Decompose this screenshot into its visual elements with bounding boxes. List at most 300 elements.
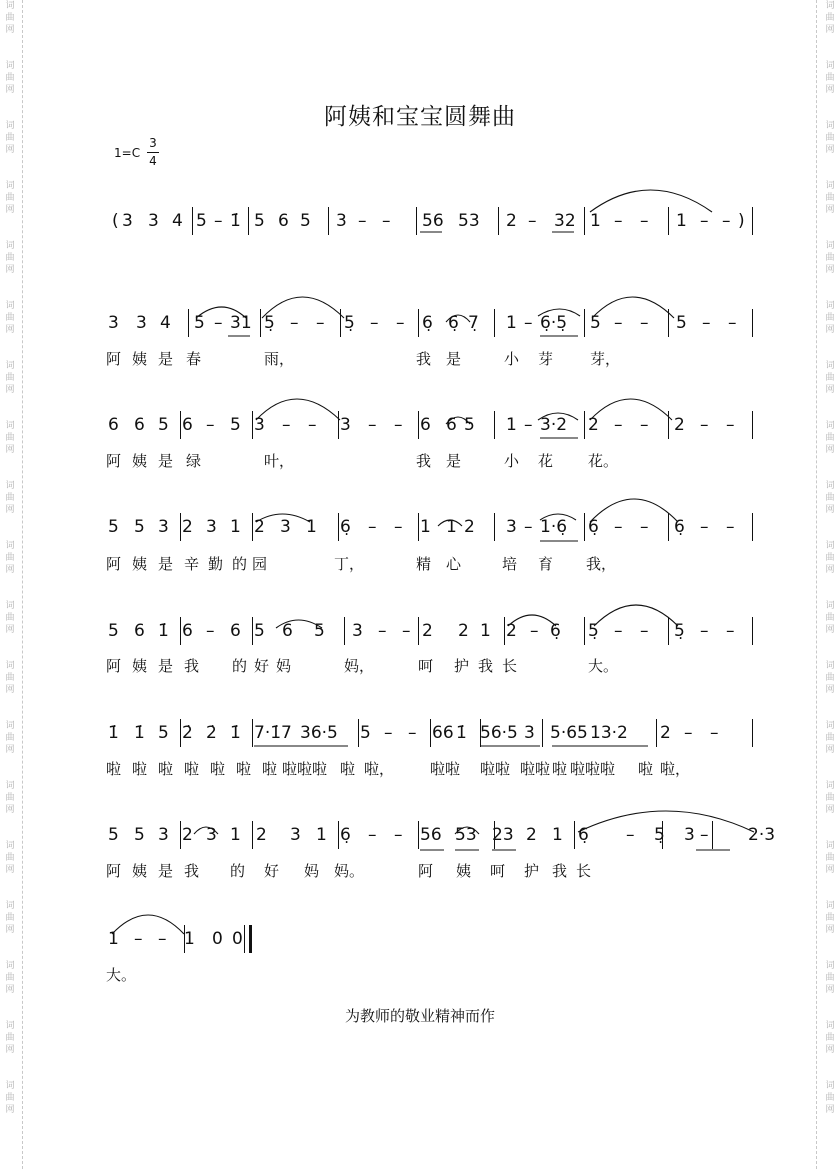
lyric-syllable: 妈， (344, 657, 375, 675)
note: 6̣ (674, 517, 685, 537)
notation-row (0, 722, 840, 758)
barline (252, 719, 253, 747)
note: 2̇ (206, 723, 217, 743)
note: 4 (160, 313, 171, 333)
barline (252, 411, 253, 439)
watermark-glyph: 曲 (5, 193, 15, 203)
watermark-glyph: 词 (5, 481, 15, 491)
lyric-syllable: 啦 (132, 760, 148, 778)
watermark-glyph: 曲 (825, 193, 835, 203)
watermark-glyph: 网 (825, 1105, 835, 1115)
lyric-syllable: 姨 (456, 862, 472, 880)
watermark-glyph: 曲 (5, 613, 15, 623)
watermark-glyph: 曲 (825, 133, 835, 143)
sustain-dash: – (640, 415, 649, 435)
barline (752, 411, 753, 439)
note: 3 (158, 517, 169, 537)
sustain-dash: – (394, 825, 403, 845)
lyric-syllable: 啦 (184, 760, 200, 778)
watermark-glyph: 网 (5, 925, 15, 935)
note: 1 (316, 825, 327, 845)
note: 6 (420, 415, 431, 435)
lyric-syllable: 姨 (132, 452, 148, 470)
watermark-glyph: 网 (825, 205, 835, 215)
note: 6 (282, 621, 293, 641)
lyric-syllable: 啦啦 (480, 760, 511, 778)
lyric-syllable: 花。 (588, 452, 619, 470)
lyric-syllable: 芽， (590, 350, 621, 368)
note: 56 (420, 825, 442, 845)
lyric-syllable: 育 (538, 555, 554, 573)
note: 3 (290, 825, 301, 845)
sustain-dash: – (614, 517, 623, 537)
note: 5 (590, 313, 601, 333)
note: 3 (280, 517, 291, 537)
sustain-dash: – (206, 621, 215, 641)
watermark-glyph: 网 (5, 985, 15, 995)
note: 6 (134, 415, 145, 435)
repeat-paren: ) (738, 211, 745, 231)
watermark-glyph: 词 (825, 121, 835, 131)
sustain-dash: – (700, 211, 709, 231)
note: 2 (506, 211, 517, 231)
watermark-glyph: 词 (825, 481, 835, 491)
barline (494, 309, 495, 337)
lyric-syllable: 妈 (304, 862, 320, 880)
barline (752, 207, 753, 235)
barline (752, 719, 753, 747)
barline (584, 207, 585, 235)
note: 5 (108, 825, 119, 845)
watermark-glyph: 网 (825, 505, 835, 515)
note: 32 (554, 211, 576, 231)
lyric-syllable: 雨， (264, 350, 295, 368)
watermark-glyph: 网 (5, 745, 15, 755)
lyric-syllable: 啦 (340, 760, 356, 778)
barline (752, 617, 753, 645)
watermark-glyph: 词 (825, 661, 835, 671)
watermark-glyph: 网 (5, 1105, 15, 1115)
lyric-syllable: 培 (502, 555, 518, 573)
note: 13·2 (590, 723, 628, 743)
barline (662, 821, 663, 849)
sustain-dash: – (528, 211, 537, 231)
sustain-dash: – (702, 313, 711, 333)
note: 3 (122, 211, 133, 231)
note: 31 (230, 313, 252, 333)
lyric-syllable: 啦啦啦 (282, 760, 328, 778)
lyric-syllable: 护 (524, 862, 540, 880)
sustain-dash: – (700, 415, 709, 435)
barline (574, 821, 575, 849)
watermark-glyph: 网 (5, 25, 15, 35)
lyric-syllable: 啦 (236, 760, 252, 778)
watermark-glyph: 曲 (5, 973, 15, 983)
sustain-dash: – (134, 929, 143, 949)
barline (192, 207, 193, 235)
watermark-glyph: 词 (5, 241, 15, 251)
watermark-glyph: 词 (825, 1, 835, 11)
note: 1̇ (134, 723, 145, 743)
lyric-syllable: 我， (586, 555, 617, 573)
watermark-glyph: 曲 (5, 553, 15, 563)
watermark-glyph: 网 (5, 505, 15, 515)
watermark-glyph: 曲 (5, 1093, 15, 1103)
lyrics-row (0, 350, 840, 374)
note: 5 (254, 621, 265, 641)
watermark-glyph: 网 (5, 385, 15, 395)
note: 6̣·5̣ (540, 313, 568, 333)
lyric-syllable: 姨 (132, 657, 148, 675)
watermark-glyph: 网 (825, 85, 835, 95)
watermark-glyph: 词 (825, 241, 835, 251)
sustain-dash: – (640, 313, 649, 333)
barline (252, 821, 253, 849)
watermark-glyph: 曲 (825, 673, 835, 683)
barline (584, 411, 585, 439)
note: 2 (182, 517, 193, 537)
watermark-glyph: 词 (825, 961, 835, 971)
note: 6 (108, 415, 119, 435)
watermark-glyph: 词 (5, 181, 15, 191)
watermark-glyph: 曲 (5, 1033, 15, 1043)
watermark-glyph: 曲 (825, 553, 835, 563)
note: 6 (134, 621, 145, 641)
watermark-glyph: 曲 (825, 373, 835, 383)
sustain-dash: – (368, 825, 377, 845)
note: 66 (432, 723, 454, 743)
sustain-dash: – (684, 723, 693, 743)
lyric-syllable: 园 (252, 555, 268, 573)
barline (418, 411, 419, 439)
sustain-dash: – (614, 313, 623, 333)
watermark-glyph: 词 (825, 781, 835, 791)
barline (338, 821, 339, 849)
lyric-syllable: 叶， (264, 452, 295, 470)
note: 1 (230, 517, 241, 537)
lyric-syllable: 啦 (638, 760, 654, 778)
sustain-dash: – (530, 621, 539, 641)
note: 6̣ (422, 313, 433, 333)
barline (252, 513, 253, 541)
final-barline (244, 925, 252, 953)
sustain-dash: – (726, 415, 735, 435)
sustain-dash: – (728, 313, 737, 333)
barline (340, 309, 341, 337)
watermark-glyph: 曲 (825, 13, 835, 23)
note: 5 (676, 313, 687, 333)
repeat-paren: ( (112, 211, 119, 231)
sustain-dash: – (524, 313, 533, 333)
watermark-glyph: 词 (825, 841, 835, 851)
watermark-glyph: 曲 (825, 493, 835, 503)
watermark-group (823, 0, 837, 60)
lyrics-row (0, 966, 840, 990)
watermark-glyph: 词 (5, 541, 15, 551)
watermark-glyph: 网 (825, 925, 835, 935)
watermark-glyph: 词 (825, 61, 835, 71)
sustain-dash: – (358, 211, 367, 231)
note: 5 (108, 517, 119, 537)
note: 1 (230, 825, 241, 845)
watermark-glyph: 词 (5, 961, 15, 971)
lyric-syllable: 是 (158, 657, 174, 675)
watermark-glyph: 词 (825, 541, 835, 551)
note: 2 (660, 723, 671, 743)
lyrics-row (0, 760, 840, 784)
lyric-syllable: 啦 (106, 760, 122, 778)
lyric-syllable: 啦 (158, 760, 174, 778)
watermark-glyph: 曲 (5, 853, 15, 863)
watermark-glyph: 词 (5, 361, 15, 371)
sustain-dash: – (316, 313, 325, 333)
note: 2 (588, 415, 599, 435)
note: 1 (590, 211, 601, 231)
watermark-glyph: 网 (825, 865, 835, 875)
note: 1̇ (108, 723, 119, 743)
barline (338, 411, 339, 439)
note: 5 (360, 723, 371, 743)
lyric-syllable: 春 (186, 350, 202, 368)
score-title: 阿姨和宝宝圆舞曲 (324, 104, 516, 130)
notation-row (0, 516, 840, 552)
lyric-syllable: 花 (538, 452, 554, 470)
note: 2 (458, 621, 469, 641)
note: 6̣ (588, 517, 599, 537)
note: 3 (506, 517, 517, 537)
barline (328, 207, 329, 235)
watermark-glyph: 网 (5, 445, 15, 455)
watermark-glyph: 曲 (5, 433, 15, 443)
lyric-syllable: 阿 (106, 657, 122, 675)
lyric-syllable: 阿 (418, 862, 434, 880)
sustain-dash: – (368, 517, 377, 537)
notation-row (0, 928, 840, 964)
watermark-glyph: 曲 (5, 733, 15, 743)
note: 6 (182, 415, 193, 435)
barline (668, 309, 669, 337)
sustain-dash: – (726, 517, 735, 537)
lyric-syllable: 啦啦 (430, 760, 461, 778)
left-dashed-border (22, 0, 23, 1169)
watermark-glyph: 曲 (5, 673, 15, 683)
lyric-syllable: 是 (446, 452, 462, 470)
lyric-syllable: 我 (184, 657, 200, 675)
time-signature-top: 3 (149, 136, 157, 150)
lyric-syllable: 姨 (132, 350, 148, 368)
note: 1 (676, 211, 687, 231)
note: 3 (340, 415, 351, 435)
sustain-dash: – (640, 621, 649, 641)
note: 1̇ (230, 211, 241, 231)
note: 3 (136, 313, 147, 333)
note: 5 (134, 825, 145, 845)
barline (260, 309, 261, 337)
note: 2̇ (182, 723, 193, 743)
watermark-glyph: 词 (825, 1021, 835, 1031)
watermark-glyph: 网 (5, 565, 15, 575)
lyric-syllable: 好 (264, 862, 280, 880)
note: 2 (182, 825, 193, 845)
watermark-glyph: 网 (825, 1045, 835, 1055)
barline (584, 513, 585, 541)
watermark-glyph: 曲 (825, 1033, 835, 1043)
watermark-glyph: 网 (825, 325, 835, 335)
barline (418, 617, 419, 645)
dedication-footer: 为教师的敬业精神而作 (344, 1007, 495, 1025)
watermark-glyph: 网 (825, 805, 835, 815)
note: 2 (422, 621, 433, 641)
note: 5̣ (674, 621, 685, 641)
lyric-syllable: 我 (478, 657, 494, 675)
note: 53 (455, 825, 477, 845)
watermark-glyph: 词 (5, 781, 15, 791)
sustain-dash: – (726, 621, 735, 641)
lyric-syllable: 大。 (588, 657, 619, 675)
barline (584, 617, 585, 645)
lyric-syllable: 我 (416, 452, 432, 470)
note: 6̣ (550, 621, 561, 641)
watermark-group (3, 240, 17, 300)
watermark-glyph: 词 (5, 601, 15, 611)
barline (180, 821, 181, 849)
note: 2 (526, 825, 537, 845)
watermark-glyph: 网 (5, 865, 15, 875)
note: 2 (674, 415, 685, 435)
barline (668, 617, 669, 645)
lyrics-row (0, 862, 840, 886)
sustain-dash: – (700, 825, 709, 845)
watermark-glyph: 网 (5, 625, 15, 635)
watermark-glyph: 曲 (5, 493, 15, 503)
sustain-dash: – (308, 415, 317, 435)
watermark-glyph: 词 (5, 1081, 15, 1091)
note: 6 (182, 621, 193, 641)
watermark-glyph: 曲 (5, 253, 15, 263)
note: 1 (552, 825, 563, 845)
watermark-glyph: 词 (5, 661, 15, 671)
watermark-glyph: 词 (825, 301, 835, 311)
sustain-dash: – (700, 621, 709, 641)
notation-row (0, 824, 840, 860)
sustain-dash: – (614, 621, 623, 641)
watermark-group (3, 0, 17, 60)
lyric-syllable: 妈。 (334, 862, 365, 880)
note: 1 (420, 517, 431, 537)
watermark-glyph: 词 (825, 721, 835, 731)
sustain-dash: – (700, 517, 709, 537)
note: 56·5 (480, 723, 518, 743)
barline (584, 309, 585, 337)
lyric-syllable: 的 (232, 555, 248, 573)
note: 3 (206, 517, 217, 537)
watermark-glyph: 网 (5, 1045, 15, 1055)
lyric-syllable: 妈 (276, 657, 292, 675)
note: 3·2 (540, 415, 568, 435)
watermark-glyph: 网 (5, 805, 15, 815)
note: 1 (306, 517, 317, 537)
lyric-syllable: 是 (158, 555, 174, 573)
watermark-glyph: 词 (5, 61, 15, 71)
note: 36·5 (300, 723, 338, 743)
lyric-syllable: 我 (416, 350, 432, 368)
watermark-glyph: 词 (5, 1021, 15, 1031)
sustain-dash: – (206, 415, 215, 435)
lyric-syllable: 长 (576, 862, 592, 880)
note: 1 (480, 621, 491, 641)
note: 1̇ (456, 723, 467, 743)
lyric-syllable: 啦啦啦 (570, 760, 616, 778)
note: 5·65 (550, 723, 588, 743)
note: 3 (524, 723, 535, 743)
lyric-syllable: 护 (454, 657, 470, 675)
note: 5 (314, 621, 325, 641)
note: 1̇ (158, 621, 169, 641)
lyric-syllable: 啦 (210, 760, 226, 778)
watermark-glyph: 曲 (5, 313, 15, 323)
note: 6̣ (448, 313, 459, 333)
lyric-syllable: 啦， (660, 760, 691, 778)
note: 6 (446, 415, 457, 435)
sustain-dash: – (640, 211, 649, 231)
barline (752, 513, 753, 541)
sustain-dash: – (214, 313, 223, 333)
lyric-syllable: 阿 (106, 555, 122, 573)
lyric-syllable: 啦， (364, 760, 395, 778)
barline (180, 513, 181, 541)
note: 6 (230, 621, 241, 641)
note: 7̣ (468, 313, 479, 333)
watermark-glyph: 曲 (5, 373, 15, 383)
watermark-group (3, 1020, 17, 1080)
sustain-dash: – (614, 415, 623, 435)
barline (498, 207, 499, 235)
sustain-dash: – (158, 929, 167, 949)
note: 0 (232, 929, 243, 949)
barline (712, 821, 713, 849)
sustain-dash: – (524, 415, 533, 435)
note: 1 (446, 517, 457, 537)
watermark-glyph: 曲 (825, 1093, 835, 1103)
notation-row (0, 210, 840, 246)
notation-row (0, 312, 840, 348)
note: 5 (194, 313, 205, 333)
sustain-dash: – (626, 825, 635, 845)
lyric-syllable: 啦 (552, 760, 568, 778)
barline (248, 207, 249, 235)
lyric-syllable: 精 (416, 555, 432, 573)
sustain-dash: – (710, 723, 719, 743)
lyric-syllable: 是 (446, 350, 462, 368)
watermark-glyph: 词 (825, 601, 835, 611)
watermark-glyph: 词 (825, 181, 835, 191)
lyric-syllable: 心 (446, 555, 462, 573)
watermark-group (823, 240, 837, 300)
watermark-glyph: 曲 (825, 973, 835, 983)
note: 3 (684, 825, 695, 845)
note: 3 (336, 211, 347, 231)
sustain-dash: – (394, 517, 403, 537)
watermark-glyph: 曲 (825, 73, 835, 83)
watermark-glyph: 曲 (5, 793, 15, 803)
note: 5 (230, 415, 241, 435)
sustain-dash: – (722, 211, 731, 231)
watermark-glyph: 网 (825, 145, 835, 155)
note: 4 (172, 211, 183, 231)
lyric-syllable: 啦 (262, 760, 278, 778)
watermark-glyph: 网 (5, 325, 15, 335)
note: 2 (506, 621, 517, 641)
